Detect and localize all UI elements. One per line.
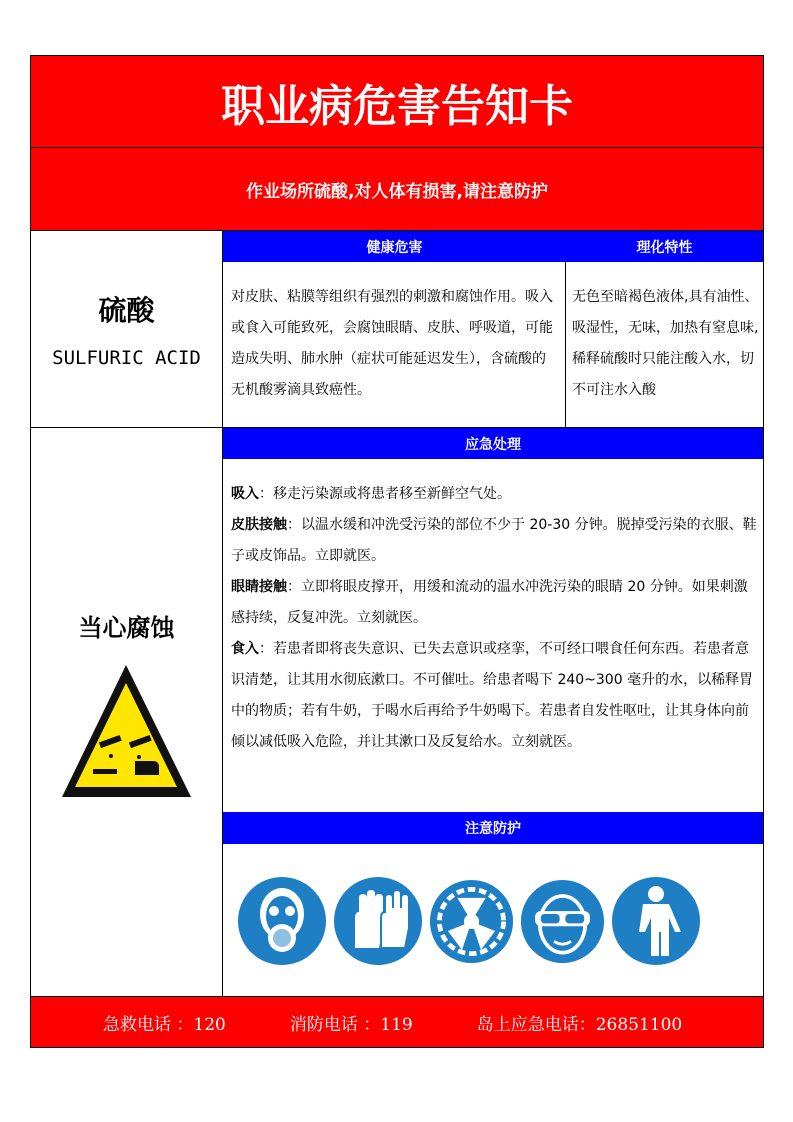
emergency-list: [223, 479, 763, 758]
ppe-icons: [237, 876, 701, 966]
corrosion-warning-icon: [59, 661, 194, 803]
protection-header: 注意防护: [223, 812, 763, 844]
protective-suit-icon: [611, 876, 701, 966]
island-emergency-phone: 岛上应急电话：26851100: [476, 1014, 683, 1035]
health-header: 健康危害: [223, 231, 566, 262]
emergency-header: 应急处理: [223, 428, 763, 459]
substance-name-en: SULFURIC ACID: [52, 347, 201, 369]
gloves-icon: [333, 876, 423, 966]
card-title: 职业病危害告知卡: [31, 56, 763, 148]
ventilation-icon: [429, 879, 514, 964]
first-aid-phone: 急救电话 ：120: [103, 1014, 226, 1035]
emergency-item-eye: 眼睛接触：立即将眼皮撑开，用缓和流动的温水冲洗污染的眼睛 20 分钟。如果刺激感持续，反复冲洗。立刻就医。: [231, 579, 748, 626]
physchem-header: 理化特性: [566, 231, 763, 262]
gas-mask-icon: [237, 876, 327, 966]
physchem-text: 无色至暗褐色液体,具有油性、吸湿性，无味，加热有窒息味,稀释硫酸时只能注酸入水，切不可注水入酸: [566, 262, 763, 428]
emergency-item-skin: 皮肤接触：以温水缓和冲洗受污染的部位不少于 20-30 分钟。脱掉受污染的衣服、鞋子或皮饰品。立即就医。: [231, 517, 757, 564]
warning-cell: [31, 428, 223, 996]
card-subtitle: 作业场所硫酸,对人体有损害,请注意防护: [31, 148, 763, 231]
substance-name-cn: 硫酸: [98, 294, 155, 327]
substance-cell: [31, 231, 223, 428]
emergency-phone-footer: [31, 996, 763, 1047]
goggles-icon: [520, 879, 605, 964]
hazard-card: [30, 55, 764, 1048]
emergency-item-ingestion: 食入：若患者即将丧失意识、已失去意识或痉挛，不可经口喂食任何东西。若患者意识清楚，让其用水彻底漱口。不可催吐。给患者喝下 240~300 毫升的水，以稀释胃中的物质；若有牛奶，于喝水后再给予牛奶喝下。若患者自发性呕吐，让其身体向前倾以减低吸入危险，并让其漱口及反复给水。立刻就医。: [231, 641, 754, 750]
fire-phone: 消防电话 ：119: [289, 1014, 413, 1035]
emergency-item-inhalation: 吸入：移走污染源或将患者移至新鲜空气处。: [231, 486, 511, 502]
warning-label: 当心腐蚀: [78, 614, 175, 642]
health-text: 对皮肤、粘膜等组织有强烈的刺激和腐蚀作用。吸入或食入可能致死，会腐蚀眼睛、皮肤、呼吸道，可能造成失明、肺水肿（症状可能延迟发生），含硫酸的无机酸雾滴具致癌性。: [223, 262, 566, 428]
